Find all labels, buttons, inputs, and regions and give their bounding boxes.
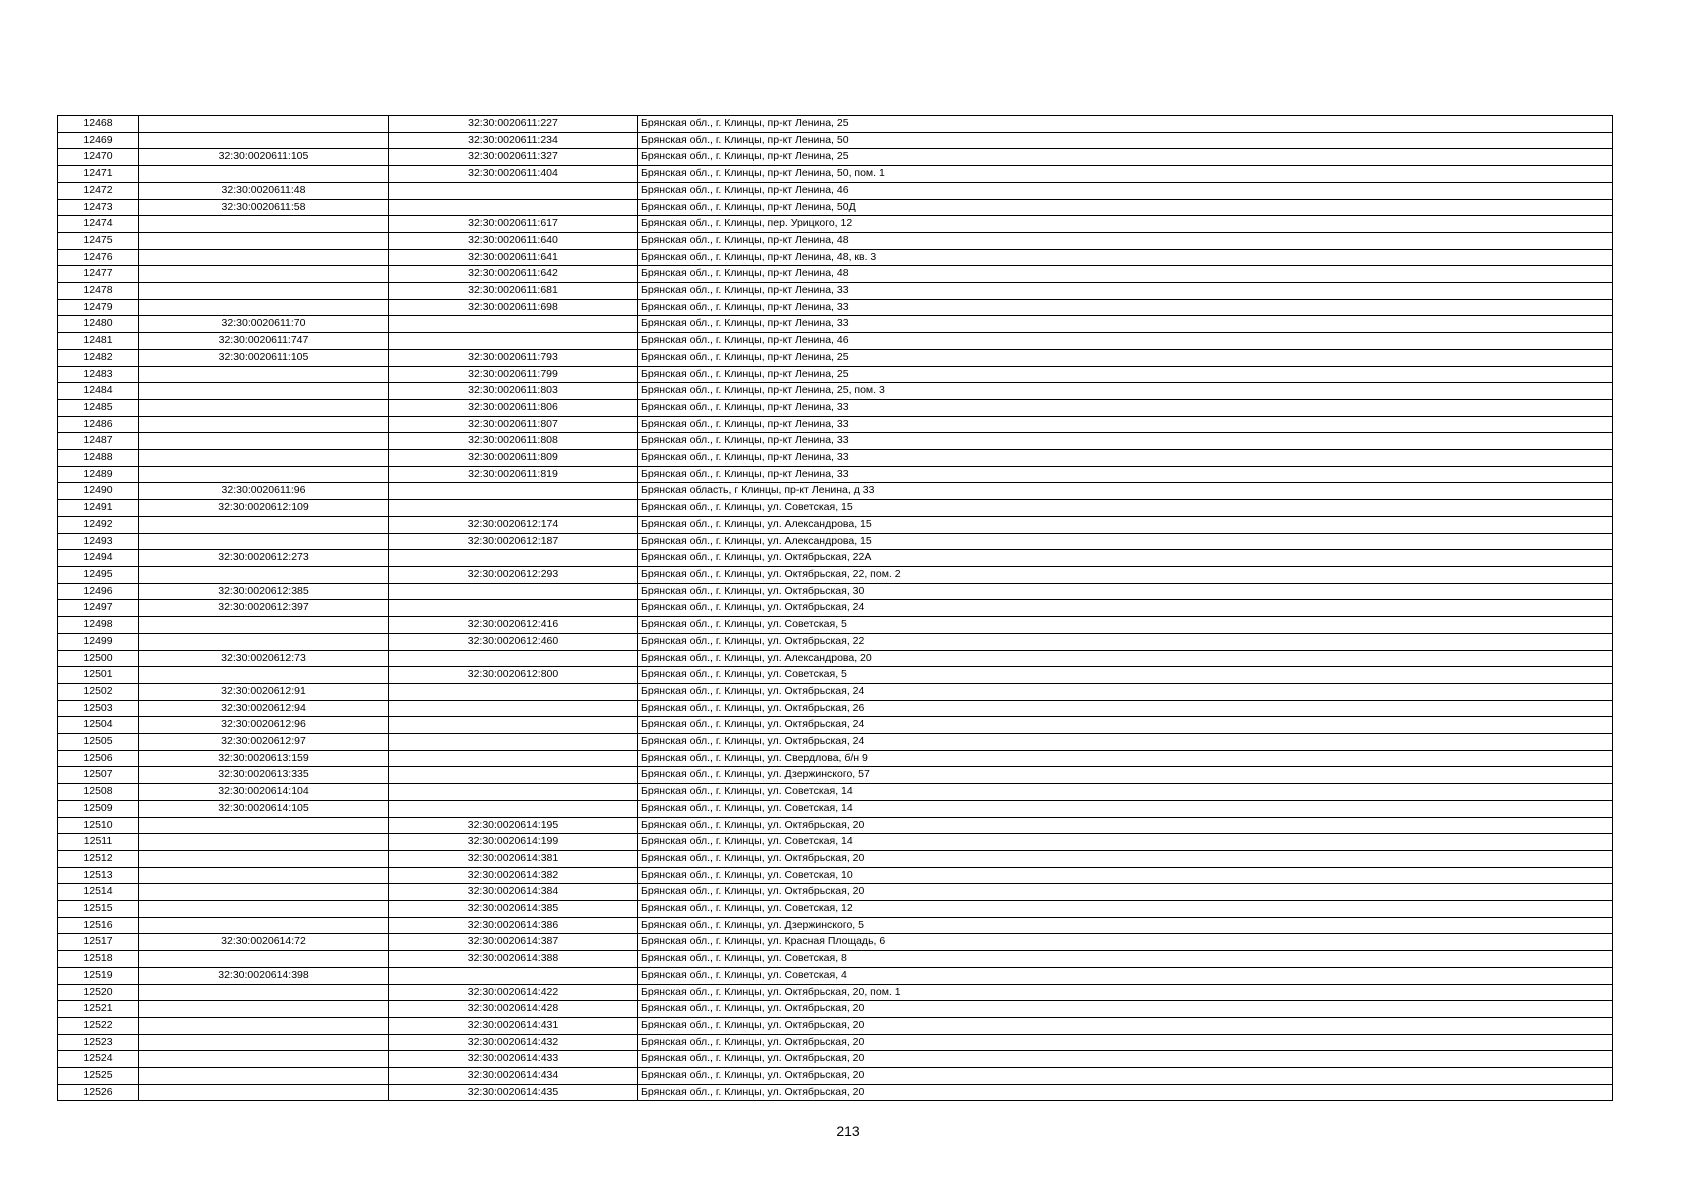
object-cadastral-number-cell: [389, 700, 638, 717]
cadastral-number-cell: [139, 1068, 389, 1085]
address-cell: Брянская обл., г. Клинцы, ул. Октябрьская, 20: [638, 1001, 1613, 1018]
row-number-cell: 12485: [58, 399, 139, 416]
cadastral-number-cell: [139, 917, 389, 934]
table-row: [58, 617, 1613, 634]
cadastral-number-cell: 32:30:0020612:397: [139, 600, 389, 617]
address-cell: Брянская обл., г. Клинцы, ул. Октябрьская, 24: [638, 734, 1613, 751]
row-number-cell: 12524: [58, 1051, 139, 1068]
object-cadastral-number-cell: 32:30:0020611:640: [389, 232, 638, 249]
row-number-cell: 12468: [58, 116, 139, 133]
address-cell: Брянская обл., г. Клинцы, пр-кт Ленина, 46: [638, 333, 1613, 350]
register-table: [57, 115, 1613, 1101]
object-cadastral-number-cell: 32:30:0020611:809: [389, 450, 638, 467]
table-row: [58, 333, 1613, 350]
object-cadastral-number-cell: 32:30:0020611:698: [389, 299, 638, 316]
address-cell: Брянская обл., г. Клинцы, ул. Октябрьская, 22, пом. 2: [638, 566, 1613, 583]
object-cadastral-number-cell: 32:30:0020611:808: [389, 433, 638, 450]
object-cadastral-number-cell: 32:30:0020614:428: [389, 1001, 638, 1018]
row-number-cell: 12487: [58, 433, 139, 450]
address-cell: Брянская обл., г. Клинцы, пр-кт Ленина, 48, кв. 3: [638, 249, 1613, 266]
cadastral-number-cell: 32:30:0020612:109: [139, 500, 389, 517]
table-row: [58, 299, 1613, 316]
cadastral-number-cell: 32:30:0020611:58: [139, 199, 389, 216]
object-cadastral-number-cell: 32:30:0020611:799: [389, 366, 638, 383]
address-cell: Брянская обл., г. Клинцы, пр-кт Ленина, 50, пом. 1: [638, 166, 1613, 183]
object-cadastral-number-cell: [389, 316, 638, 333]
cadastral-number-cell: [139, 266, 389, 283]
address-cell: Брянская обл., г. Клинцы, ул. Октябрьская, 20: [638, 1034, 1613, 1051]
cadastral-number-cell: 32:30:0020614:105: [139, 800, 389, 817]
cadastral-number-cell: 32:30:0020614:104: [139, 784, 389, 801]
table-row: [58, 450, 1613, 467]
table-row: [58, 316, 1613, 333]
row-number-cell: 12506: [58, 750, 139, 767]
cadastral-number-cell: [139, 951, 389, 968]
cadastral-number-cell: [139, 299, 389, 316]
address-cell: Брянская обл., г. Клинцы, ул. Дзержинского, 5: [638, 917, 1613, 934]
address-cell: Брянская обл., г. Клинцы, пр-кт Ленина, 25: [638, 349, 1613, 366]
table-row: [58, 182, 1613, 199]
row-number-cell: 12481: [58, 333, 139, 350]
table-row: [58, 583, 1613, 600]
cadastral-number-cell: [139, 1051, 389, 1068]
row-number-cell: 12489: [58, 466, 139, 483]
object-cadastral-number-cell: 32:30:0020614:388: [389, 951, 638, 968]
row-number-cell: 12480: [58, 316, 139, 333]
object-cadastral-number-cell: [389, 600, 638, 617]
cadastral-number-cell: [139, 817, 389, 834]
table-row: [58, 249, 1613, 266]
row-number-cell: 12496: [58, 583, 139, 600]
cadastral-number-cell: [139, 466, 389, 483]
cadastral-number-cell: 32:30:0020614:398: [139, 967, 389, 984]
table-row: [58, 533, 1613, 550]
table-row: [58, 116, 1613, 133]
cadastral-number-cell: 32:30:0020612:273: [139, 550, 389, 567]
address-cell: Брянская обл., г. Клинцы, пр-кт Ленина, 25: [638, 116, 1613, 133]
object-cadastral-number-cell: 32:30:0020612:174: [389, 516, 638, 533]
object-cadastral-number-cell: [389, 182, 638, 199]
object-cadastral-number-cell: [389, 550, 638, 567]
row-number-cell: 12508: [58, 784, 139, 801]
row-number-cell: 12497: [58, 600, 139, 617]
object-cadastral-number-cell: [389, 500, 638, 517]
row-number-cell: 12500: [58, 650, 139, 667]
object-cadastral-number-cell: 32:30:0020614:384: [389, 884, 638, 901]
row-number-cell: 12505: [58, 734, 139, 751]
object-cadastral-number-cell: 32:30:0020614:381: [389, 850, 638, 867]
address-cell: Брянская обл., г. Клинцы, ул. Советская, 5: [638, 617, 1613, 634]
cadastral-number-cell: 32:30:0020612:385: [139, 583, 389, 600]
cadastral-number-cell: [139, 399, 389, 416]
row-number-cell: 12511: [58, 834, 139, 851]
object-cadastral-number-cell: 32:30:0020611:234: [389, 132, 638, 149]
row-number-cell: 12501: [58, 667, 139, 684]
table-row: [58, 566, 1613, 583]
object-cadastral-number-cell: 32:30:0020614:386: [389, 917, 638, 934]
table-row: [58, 750, 1613, 767]
object-cadastral-number-cell: 32:30:0020614:435: [389, 1084, 638, 1101]
table-row: [58, 366, 1613, 383]
table-row: [58, 600, 1613, 617]
table-row: [58, 433, 1613, 450]
cadastral-number-cell: [139, 617, 389, 634]
row-number-cell: 12510: [58, 817, 139, 834]
table-row: [58, 784, 1613, 801]
table-row: [58, 650, 1613, 667]
table-row: [58, 800, 1613, 817]
address-cell: Брянская обл., г. Клинцы, ул. Октябрьская, 24: [638, 600, 1613, 617]
table-row: [58, 1068, 1613, 1085]
table-row: [58, 500, 1613, 517]
table-row: [58, 399, 1613, 416]
address-cell: Брянская обл., г. Клинцы, ул. Октябрьская, 24: [638, 717, 1613, 734]
address-cell: Брянская обл., г. Клинцы, ул. Советская, 10: [638, 867, 1613, 884]
row-number-cell: 12495: [58, 566, 139, 583]
cadastral-number-cell: [139, 834, 389, 851]
cadastral-number-cell: [139, 850, 389, 867]
address-cell: Брянская обл., г. Клинцы, ул. Советская, 8: [638, 951, 1613, 968]
address-cell: Брянская обл., г. Клинцы, ул. Октябрьская, 20: [638, 1051, 1613, 1068]
table-row: [58, 867, 1613, 884]
object-cadastral-number-cell: [389, 717, 638, 734]
cadastral-number-cell: 32:30:0020611:48: [139, 182, 389, 199]
row-number-cell: 12494: [58, 550, 139, 567]
row-number-cell: 12470: [58, 149, 139, 166]
object-cadastral-number-cell: 32:30:0020614:433: [389, 1051, 638, 1068]
table-row: [58, 633, 1613, 650]
object-cadastral-number-cell: [389, 967, 638, 984]
cadastral-number-cell: [139, 1084, 389, 1101]
row-number-cell: 12519: [58, 967, 139, 984]
table-row: [58, 934, 1613, 951]
table-row: [58, 850, 1613, 867]
object-cadastral-number-cell: 32:30:0020611:681: [389, 283, 638, 300]
cadastral-number-cell: [139, 132, 389, 149]
table-row: [58, 884, 1613, 901]
object-cadastral-number-cell: 32:30:0020611:803: [389, 383, 638, 400]
row-number-cell: 12474: [58, 216, 139, 233]
cadastral-number-cell: [139, 1001, 389, 1018]
table-row: [58, 266, 1613, 283]
row-number-cell: 12499: [58, 633, 139, 650]
object-cadastral-number-cell: 32:30:0020614:431: [389, 1017, 638, 1034]
cadastral-number-cell: [139, 433, 389, 450]
object-cadastral-number-cell: [389, 800, 638, 817]
object-cadastral-number-cell: 32:30:0020611:327: [389, 149, 638, 166]
address-cell: Брянская обл., г. Клинцы, пр-кт Ленина, 33: [638, 466, 1613, 483]
table-row: [58, 216, 1613, 233]
cadastral-number-cell: [139, 383, 389, 400]
object-cadastral-number-cell: 32:30:0020614:432: [389, 1034, 638, 1051]
row-number-cell: 12522: [58, 1017, 139, 1034]
row-number-cell: 12507: [58, 767, 139, 784]
row-number-cell: 12518: [58, 951, 139, 968]
object-cadastral-number-cell: 32:30:0020611:807: [389, 416, 638, 433]
address-cell: Брянская обл., г. Клинцы, ул. Октябрьская, 30: [638, 583, 1613, 600]
cadastral-number-cell: [139, 633, 389, 650]
object-cadastral-number-cell: [389, 750, 638, 767]
row-number-cell: 12516: [58, 917, 139, 934]
cadastral-number-cell: 32:30:0020612:96: [139, 717, 389, 734]
cadastral-number-cell: [139, 283, 389, 300]
object-cadastral-number-cell: 32:30:0020614:385: [389, 901, 638, 918]
table-row: [58, 951, 1613, 968]
object-cadastral-number-cell: 32:30:0020614:434: [389, 1068, 638, 1085]
table-row: [58, 1001, 1613, 1018]
address-cell: Брянская обл., г. Клинцы, ул. Дзержинского, 57: [638, 767, 1613, 784]
table-row: [58, 667, 1613, 684]
cadastral-number-cell: 32:30:0020612:73: [139, 650, 389, 667]
object-cadastral-number-cell: [389, 734, 638, 751]
table-row: [58, 917, 1613, 934]
address-cell: Брянская обл., г. Клинцы, пр-кт Ленина, 33: [638, 399, 1613, 416]
address-cell: Брянская область, г Клинцы, пр-кт Ленина, д 33: [638, 483, 1613, 500]
object-cadastral-number-cell: 32:30:0020612:293: [389, 566, 638, 583]
table-row: [58, 516, 1613, 533]
address-cell: Брянская обл., г. Клинцы, пр-кт Ленина, 50: [638, 132, 1613, 149]
cadastral-number-cell: [139, 667, 389, 684]
object-cadastral-number-cell: [389, 767, 638, 784]
address-cell: Брянская обл., г. Клинцы, пр-кт Ленина, 50Д: [638, 199, 1613, 216]
cadastral-number-cell: 32:30:0020611:70: [139, 316, 389, 333]
address-cell: Брянская обл., г. Клинцы, пр-кт Ленина, 33: [638, 283, 1613, 300]
row-number-cell: 12514: [58, 884, 139, 901]
table-row: [58, 1034, 1613, 1051]
object-cadastral-number-cell: [389, 683, 638, 700]
object-cadastral-number-cell: [389, 199, 638, 216]
address-cell: Брянская обл., г. Клинцы, пр-кт Ленина, 33: [638, 299, 1613, 316]
table-row: [58, 550, 1613, 567]
cadastral-number-cell: [139, 901, 389, 918]
address-cell: Брянская обл., г. Клинцы, ул. Советская, 4: [638, 967, 1613, 984]
row-number-cell: 12513: [58, 867, 139, 884]
object-cadastral-number-cell: 32:30:0020611:806: [389, 399, 638, 416]
row-number-cell: 12503: [58, 700, 139, 717]
cadastral-number-cell: [139, 232, 389, 249]
cadastral-number-cell: [139, 867, 389, 884]
row-number-cell: 12490: [58, 483, 139, 500]
table-row: [58, 383, 1613, 400]
row-number-cell: 12471: [58, 166, 139, 183]
row-number-cell: 12483: [58, 366, 139, 383]
table-row: [58, 132, 1613, 149]
table-row: [58, 700, 1613, 717]
row-number-cell: 12484: [58, 383, 139, 400]
address-cell: Брянская обл., г. Клинцы, ул. Красная Площадь, 6: [638, 934, 1613, 951]
table-row: [58, 734, 1613, 751]
row-number-cell: 12493: [58, 533, 139, 550]
row-number-cell: 12498: [58, 617, 139, 634]
address-cell: Брянская обл., г. Клинцы, пр-кт Ленина, 33: [638, 433, 1613, 450]
address-cell: Брянская обл., г. Клинцы, ул. Октябрьская, 24: [638, 683, 1613, 700]
row-number-cell: 12509: [58, 800, 139, 817]
cadastral-number-cell: [139, 566, 389, 583]
object-cadastral-number-cell: 32:30:0020611:404: [389, 166, 638, 183]
object-cadastral-number-cell: [389, 583, 638, 600]
row-number-cell: 12521: [58, 1001, 139, 1018]
row-number-cell: 12525: [58, 1068, 139, 1085]
row-number-cell: 12492: [58, 516, 139, 533]
table-row: [58, 149, 1613, 166]
table-row: [58, 349, 1613, 366]
row-number-cell: 12479: [58, 299, 139, 316]
address-cell: Брянская обл., г. Клинцы, ул. Советская, 5: [638, 667, 1613, 684]
cadastral-number-cell: 32:30:0020611:96: [139, 483, 389, 500]
row-number-cell: 12488: [58, 450, 139, 467]
row-number-cell: 12504: [58, 717, 139, 734]
cadastral-number-cell: 32:30:0020612:91: [139, 683, 389, 700]
table-row: [58, 683, 1613, 700]
table-row: [58, 717, 1613, 734]
row-number-cell: 12473: [58, 199, 139, 216]
table-row: [58, 1051, 1613, 1068]
table-row: [58, 483, 1613, 500]
row-number-cell: 12478: [58, 283, 139, 300]
table-row: [58, 232, 1613, 249]
row-number-cell: 12502: [58, 683, 139, 700]
cadastral-number-cell: 32:30:0020612:97: [139, 734, 389, 751]
object-cadastral-number-cell: 32:30:0020614:422: [389, 984, 638, 1001]
cadastral-number-cell: 32:30:0020613:159: [139, 750, 389, 767]
row-number-cell: 12515: [58, 901, 139, 918]
address-cell: Брянская обл., г. Клинцы, ул. Октябрьская, 22А: [638, 550, 1613, 567]
row-number-cell: 12517: [58, 934, 139, 951]
cadastral-number-cell: [139, 1034, 389, 1051]
cadastral-number-cell: [139, 450, 389, 467]
address-cell: Брянская обл., г. Клинцы, ул. Октябрьская, 20: [638, 1084, 1613, 1101]
table-row: [58, 901, 1613, 918]
address-cell: Брянская обл., г. Клинцы, ул. Октябрьская, 20: [638, 884, 1613, 901]
table-row: [58, 967, 1613, 984]
address-cell: Брянская обл., г. Клинцы, пр-кт Ленина, 25: [638, 366, 1613, 383]
table-row: [58, 283, 1613, 300]
address-cell: Брянская обл., г. Клинцы, ул. Александрова, 15: [638, 516, 1613, 533]
address-cell: Брянская обл., г. Клинцы, ул. Октябрьская, 20: [638, 817, 1613, 834]
address-cell: Брянская обл., г. Клинцы, ул. Советская, 15: [638, 500, 1613, 517]
cadastral-number-cell: [139, 1017, 389, 1034]
table-row: [58, 199, 1613, 216]
table-row: [58, 984, 1613, 1001]
object-cadastral-number-cell: 32:30:0020614:199: [389, 834, 638, 851]
address-cell: Брянская обл., г. Клинцы, ул. Свердлова, б/н 9: [638, 750, 1613, 767]
cadastral-number-cell: 32:30:0020611:747: [139, 333, 389, 350]
cadastral-number-cell: 32:30:0020614:72: [139, 934, 389, 951]
cadastral-number-cell: [139, 416, 389, 433]
address-cell: Брянская обл., г. Клинцы, ул. Советская, 12: [638, 901, 1613, 918]
address-cell: Брянская обл., г. Клинцы, пер. Урицкого, 12: [638, 216, 1613, 233]
cadastral-number-cell: 32:30:0020613:335: [139, 767, 389, 784]
table-row: [58, 416, 1613, 433]
address-cell: Брянская обл., г. Клинцы, ул. Советская, 14: [638, 800, 1613, 817]
object-cadastral-number-cell: [389, 784, 638, 801]
table-row: [58, 834, 1613, 851]
cadastral-number-cell: [139, 249, 389, 266]
address-cell: Брянская обл., г. Клинцы, пр-кт Ленина, 46: [638, 182, 1613, 199]
cadastral-number-cell: 32:30:0020612:94: [139, 700, 389, 717]
row-number-cell: 12472: [58, 182, 139, 199]
table-row: [58, 817, 1613, 834]
row-number-cell: 12486: [58, 416, 139, 433]
object-cadastral-number-cell: 32:30:0020611:642: [389, 266, 638, 283]
row-number-cell: 12469: [58, 132, 139, 149]
row-number-cell: 12477: [58, 266, 139, 283]
object-cadastral-number-cell: [389, 483, 638, 500]
address-cell: Брянская обл., г. Клинцы, ул. Советская, 14: [638, 834, 1613, 851]
address-cell: Брянская обл., г. Клинцы, ул. Октябрьская, 22: [638, 633, 1613, 650]
row-number-cell: 12491: [58, 500, 139, 517]
register-table-body: [58, 116, 1613, 1101]
row-number-cell: 12512: [58, 850, 139, 867]
address-cell: Брянская обл., г. Клинцы, пр-кт Ленина, 25, пом. 3: [638, 383, 1613, 400]
object-cadastral-number-cell: 32:30:0020614:387: [389, 934, 638, 951]
row-number-cell: 12526: [58, 1084, 139, 1101]
cadastral-number-cell: [139, 884, 389, 901]
cadastral-number-cell: [139, 116, 389, 133]
cadastral-number-cell: 32:30:0020611:105: [139, 149, 389, 166]
object-cadastral-number-cell: 32:30:0020611:793: [389, 349, 638, 366]
table-row: [58, 166, 1613, 183]
row-number-cell: 12475: [58, 232, 139, 249]
page-number: 213: [836, 1123, 860, 1139]
object-cadastral-number-cell: 32:30:0020611:227: [389, 116, 638, 133]
address-cell: Брянская обл., г. Клинцы, ул. Октябрьская, 20, пом. 1: [638, 984, 1613, 1001]
object-cadastral-number-cell: 32:30:0020612:800: [389, 667, 638, 684]
address-cell: Брянская обл., г. Клинцы, пр-кт Ленина, 25: [638, 149, 1613, 166]
cadastral-number-cell: [139, 366, 389, 383]
row-number-cell: 12482: [58, 349, 139, 366]
table-row: [58, 1017, 1613, 1034]
address-cell: Брянская обл., г. Клинцы, пр-кт Ленина, 33: [638, 450, 1613, 467]
row-number-cell: 12520: [58, 984, 139, 1001]
object-cadastral-number-cell: 32:30:0020611:819: [389, 466, 638, 483]
cadastral-number-cell: [139, 533, 389, 550]
cadastral-number-cell: [139, 516, 389, 533]
address-cell: Брянская обл., г. Клинцы, ул. Александрова, 20: [638, 650, 1613, 667]
object-cadastral-number-cell: 32:30:0020614:382: [389, 867, 638, 884]
table-row: [58, 466, 1613, 483]
cadastral-number-cell: 32:30:0020611:105: [139, 349, 389, 366]
address-cell: Брянская обл., г. Клинцы, ул. Советская, 14: [638, 784, 1613, 801]
address-cell: Брянская обл., г. Клинцы, ул. Октябрьская, 20: [638, 1017, 1613, 1034]
row-number-cell: 12523: [58, 1034, 139, 1051]
row-number-cell: 12476: [58, 249, 139, 266]
address-cell: Брянская обл., г. Клинцы, ул. Александрова, 15: [638, 533, 1613, 550]
object-cadastral-number-cell: 32:30:0020611:617: [389, 216, 638, 233]
object-cadastral-number-cell: 32:30:0020612:187: [389, 533, 638, 550]
address-cell: Брянская обл., г. Клинцы, пр-кт Ленина, 33: [638, 416, 1613, 433]
object-cadastral-number-cell: [389, 650, 638, 667]
object-cadastral-number-cell: 32:30:0020611:641: [389, 249, 638, 266]
cadastral-number-cell: [139, 166, 389, 183]
address-cell: Брянская обл., г. Клинцы, пр-кт Ленина, 48: [638, 266, 1613, 283]
object-cadastral-number-cell: 32:30:0020612:460: [389, 633, 638, 650]
address-cell: Брянская обл., г. Клинцы, пр-кт Ленина, 48: [638, 232, 1613, 249]
object-cadastral-number-cell: 32:30:0020614:195: [389, 817, 638, 834]
object-cadastral-number-cell: [389, 333, 638, 350]
address-cell: Брянская обл., г. Клинцы, ул. Октябрьская, 20: [638, 1068, 1613, 1085]
table-row: [58, 1084, 1613, 1101]
table-row: [58, 767, 1613, 784]
address-cell: Брянская обл., г. Клинцы, пр-кт Ленина, 33: [638, 316, 1613, 333]
address-cell: Брянская обл., г. Клинцы, ул. Октябрьская, 20: [638, 850, 1613, 867]
cadastral-number-cell: [139, 216, 389, 233]
cadastral-number-cell: [139, 984, 389, 1001]
address-cell: Брянская обл., г. Клинцы, ул. Октябрьская, 26: [638, 700, 1613, 717]
object-cadastral-number-cell: 32:30:0020612:416: [389, 617, 638, 634]
